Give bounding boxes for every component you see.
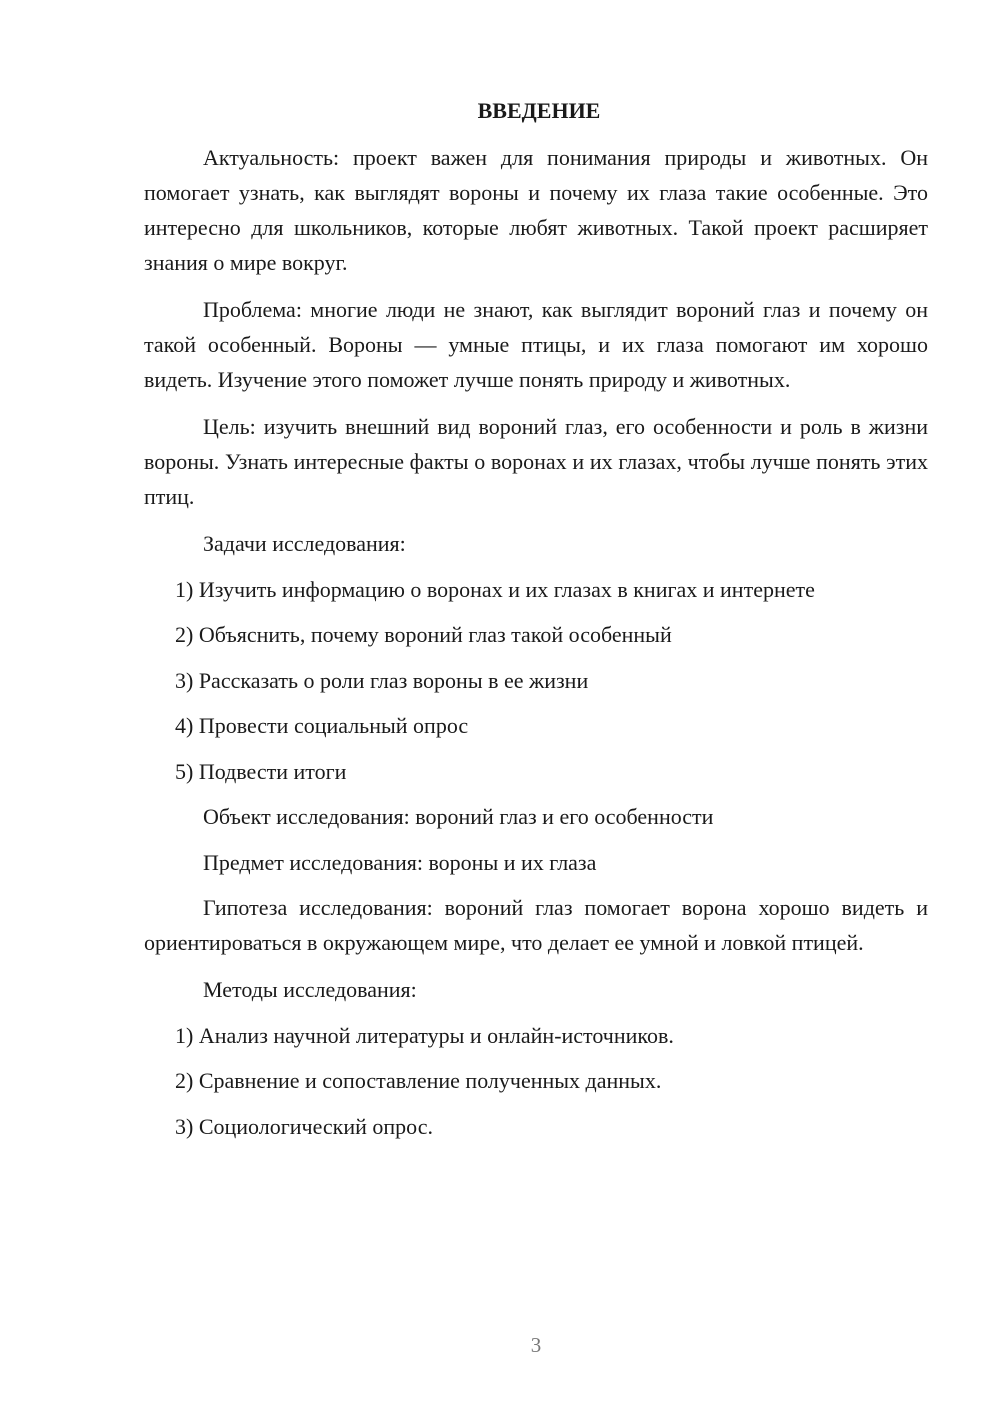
research-object: Объект исследования: вороний глаз и его особенности	[203, 804, 714, 829]
task-item-4: 4) Провести социальный опрос	[175, 713, 469, 738]
methods-heading: Методы исследования:	[203, 977, 417, 1002]
research-subject: Предмет исследования: вороны и их глаза	[203, 849, 597, 875]
method-item-2: 2) Сравнение и сопоставление полученных данных.	[175, 1068, 662, 1093]
task-item-1: 1) Изучить информацию о воронах и их глазах в книгах и интернете	[175, 576, 815, 602]
task-item-3: 3) Рассказать о роли глаз вороны в ее жизни	[175, 667, 589, 693]
relevance-paragraph: Актуальность: проект важен для понимания природы и животных. Он помогает узнать, как выглядят вороны и почему их глаза такие особенные. Это интересно для школьников, которые любят животных. Такой проект расширяет знания о мире вокруг.	[144, 145, 928, 275]
section-title: ВВЕДЕНИЕ	[477, 98, 601, 123]
method-item-3: 3) Социологический опрос.	[175, 1113, 433, 1139]
task-item-5: 5) Подвести итоги	[175, 758, 347, 784]
method-item-1: 1) Анализ научной литературы и онлайн-источников.	[175, 1022, 674, 1048]
hypothesis-paragraph: Гипотеза исследования: вороний глаз помогает ворона хорошо видеть и ориентироваться в окружающем мире, что делает ее умной и ловкой птицей.	[144, 895, 928, 955]
goal-paragraph: Цель: изучить внешний вид вороний глаз, его особенности и роль в жизни вороны. Узнать интересные факты о воронах и их глазах, чтобы лучше понять этих птиц.	[144, 414, 928, 509]
page-content	[144, 96, 928, 1154]
page-number: 3	[530, 1333, 542, 1357]
task-item-2: 2) Объяснить, почему вороний глаз такой особенный	[175, 622, 672, 647]
problem-paragraph: Проблема: многие люди не знают, как выглядит вороний глаз и почему он такой особенный. Вороны — умные птицы, и их глаза помогают им хорошо видеть. Изучение этого поможет лучше понять природу и животных.	[144, 297, 928, 392]
tasks-heading: Задачи исследования:	[203, 531, 406, 556]
